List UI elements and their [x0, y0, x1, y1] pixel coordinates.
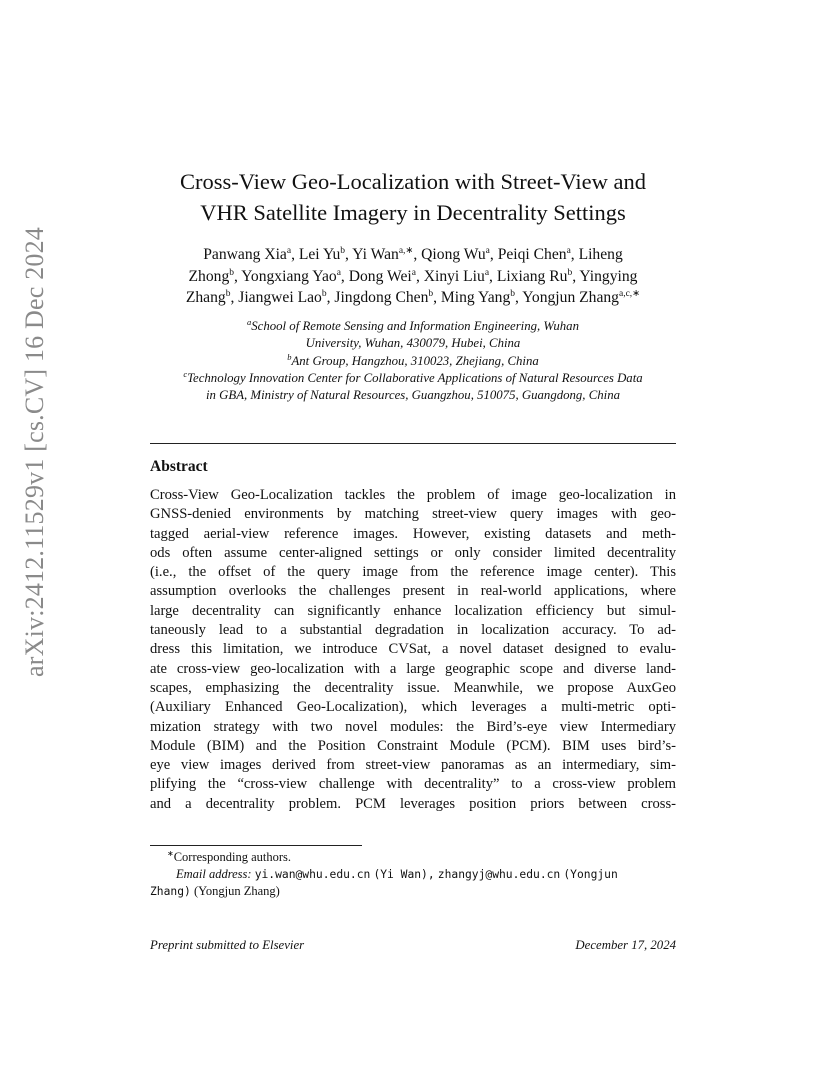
author-name: Dong Wei	[348, 267, 412, 285]
abstract-line: tagged aerial-view reference images. However, existing datasets and meth-	[150, 525, 676, 542]
email-owner-2: (Yongjun	[563, 868, 618, 881]
affiliation-c-cont: in GBA, Ministry of Natural Resources, Guangzhou, 510075, Guangdong, China	[206, 388, 620, 403]
abstract-line: mization strategy with two novel modules: the Bird’s-eye view Intermediary	[150, 718, 676, 735]
author-name: Lei Yu	[298, 246, 341, 263]
abstract-line: ate cross-view geo-localization with a large geographic scope and diverse land-	[150, 660, 676, 677]
author-line-2: Zhong$^b$, Yongxiang Yao$^a$, Dong Wei$^a$, Xinyi Liu$^a$, Lixiang Ru$^b$, Yingying	[188, 267, 638, 285]
author-name: Zhong	[188, 267, 230, 285]
author-affil-mark: a	[286, 246, 292, 256]
abstract-top-rule	[150, 443, 676, 444]
author-affil-mark: b	[428, 289, 434, 299]
email-trailing: (Yongjun Zhang)	[193, 884, 280, 898]
author-affil-mark: b	[567, 267, 573, 278]
author-name: Jingdong Chen	[334, 289, 429, 306]
author-name: Yongxiang Yao	[241, 267, 337, 285]
abstract-line: GNSS-denied environments by matching street-view query images with geo-	[150, 506, 676, 523]
author-affil-mark: a	[484, 267, 490, 278]
author-list	[150, 244, 676, 309]
abstract-line: plifying the “cross-view challenge with decentrality” to a cross-view problem	[150, 776, 676, 793]
author-affil-mark: a	[485, 246, 490, 256]
footer-date: December 17, 2024	[575, 938, 676, 952]
abstract-line: (Auxiliary Enhanced Geo-Localization), which leverages a multi-metric opti-	[150, 699, 676, 716]
author-name: Zhang	[185, 289, 226, 306]
abstract-line: and a decentrality problem. PCM leverages position priors between cross-	[150, 795, 676, 812]
author-name: Jiangwei Lao	[238, 289, 322, 306]
abstract-body	[150, 486, 676, 814]
abstract-heading: Abstract	[150, 458, 208, 475]
affiliation-a	[150, 318, 676, 335]
abstract-line: ods often assume center-aligned settings or only consider limited decentrality	[150, 544, 676, 561]
abstract-line: eye view images derived from street-view panoramas as an intermediary, sim-	[150, 757, 676, 774]
footnote-mark: ∗	[167, 849, 174, 858]
author-name: Yi Wan	[352, 246, 399, 263]
affiliation-b	[150, 353, 676, 370]
title-line-2: VHR Satellite Imagery in Decentrality Settings	[200, 200, 626, 225]
paper-title	[150, 166, 676, 228]
affiliation-mark: b	[287, 351, 292, 362]
author-affil-mark: a,c,∗	[618, 289, 641, 299]
affiliation-mark: c	[183, 368, 188, 379]
abstract-line: scapes, emphasizing the decentrality issue. Meanwhile, we propose AuxGeo	[150, 679, 676, 696]
author-name: Qiong Wu	[421, 246, 486, 263]
author-affil-mark: b	[510, 289, 515, 299]
author-name: Peiqi Chen	[497, 246, 567, 263]
abstract-line: assumption overlooks the challenges present in real-world applications, where	[150, 583, 676, 600]
author-affil-mark: b	[229, 267, 234, 278]
affiliation-mark: a	[247, 317, 252, 327]
author-name: Yongjun Zhang	[522, 289, 619, 306]
footnote-corresponding-text: Corresponding authors.	[173, 850, 292, 864]
footnote-corresponding	[150, 849, 676, 866]
email-link-2[interactable]: zhangyj@whu.edu.cn	[437, 868, 561, 881]
author-name: Xinyi Liu	[423, 267, 485, 285]
arxiv-stamp: arXiv:2412.11529v1 [cs.CV] 16 Dec 2024	[20, 226, 49, 677]
affiliation-text: Technology Innovation Center for Collaborative Applications of Natural Resources Data	[187, 370, 643, 385]
author-affil-mark: a,∗	[398, 246, 414, 256]
author-affil-mark: a	[336, 267, 341, 278]
author-name: Liheng	[578, 246, 623, 263]
author-name: Panwang Xia	[203, 246, 287, 263]
affiliation-text: School of Remote Sensing and Information Engineering, Wuhan	[251, 319, 579, 333]
author-affil-mark: b	[225, 289, 231, 299]
author-name: Lixiang Ru	[496, 267, 568, 285]
abstract-line: taneously lead to a substantial degradation in localization accuracy. To ad-	[150, 622, 676, 639]
abstract-line: (i.e., the offset of the query image from the reference image center). This	[150, 564, 676, 581]
footnote-email-line-2	[150, 883, 676, 900]
footnote-email-line	[150, 866, 676, 883]
abstract-line: large decentrality can significantly enhance localization efficiency but simul-	[150, 602, 676, 619]
author-affil-mark: a	[411, 267, 416, 278]
email-owner-2-cont: Zhang)	[150, 885, 191, 898]
footnote-rule	[150, 845, 362, 846]
abstract-line: Cross-View Geo-Localization tackles the problem of image geo-localization in	[150, 487, 676, 503]
email-label: Email address:	[176, 867, 252, 881]
author-affil-mark: b	[340, 246, 346, 256]
abstract-line: Module (BIM) and the Position Constraint Module (PCM). BIM uses bird’s-	[150, 737, 676, 754]
affiliations	[150, 318, 676, 404]
affiliation-text: Ant Group, Hangzhou, 310023, Zhejiang, China	[291, 353, 539, 368]
author-affil-mark: a	[566, 246, 571, 256]
title-line-1: Cross-View Geo-Localization with Street-View and	[180, 169, 646, 194]
author-affil-mark: b	[321, 289, 327, 299]
footnote	[150, 849, 676, 900]
affiliation-c	[150, 370, 676, 387]
author-line-3: Zhang$^b$, Jiangwei Lao$^b$, Jingdong Chen$^b$, Ming Yang$^b$, Yongjun Zhang$^{a,c,∗}$	[185, 289, 641, 306]
footer-preprint: Preprint submitted to Elsevier	[150, 938, 305, 952]
email-owner-1: (Yi Wan),	[373, 868, 435, 881]
author-name: Ming Yang	[440, 289, 511, 306]
email-link-1[interactable]: yi.wan@whu.edu.cn	[254, 868, 371, 881]
author-name: Yingying	[579, 267, 638, 285]
author-line-1: Panwang Xia$^a$, Lei Yu$^b$, Yi Wan$^{a,∗}$, Qiong Wu$^a$, Peiqi Chen$^a$, Liheng	[203, 246, 623, 263]
abstract-line: dress this limitation, we introduce CVSat, a novel dataset designed to evalu-	[150, 641, 676, 658]
affiliation-a-cont: University, Wuhan, 430079, Hubei, China	[305, 336, 521, 351]
